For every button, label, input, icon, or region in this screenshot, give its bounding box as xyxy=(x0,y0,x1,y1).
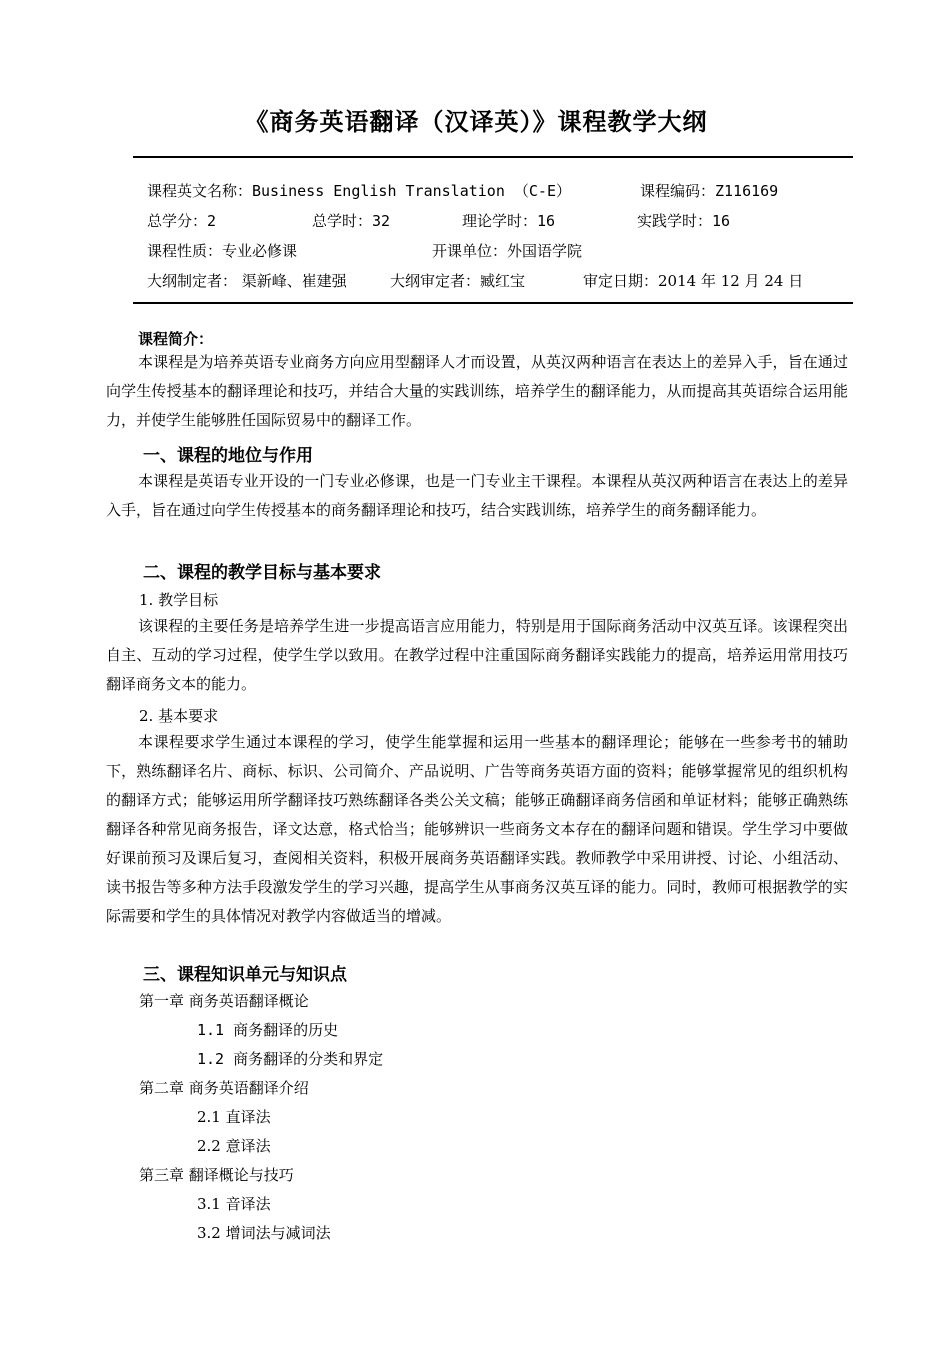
top-rule xyxy=(133,156,853,158)
chapter-1: 第一章 商务英语翻译概论 xyxy=(139,992,309,1010)
syllabus-reviewer: 大纲审定者：臧红宝 xyxy=(390,272,526,290)
bottom-rule xyxy=(133,302,853,304)
theory-hours: 理论学时：16 xyxy=(462,212,556,230)
section2-heading: 二、课程的教学目标与基本要求 xyxy=(143,563,381,583)
section1-heading: 一、课程的地位与作用 xyxy=(143,446,313,466)
item-3-1: 3.1 音译法 xyxy=(197,1195,271,1213)
total-hours: 总学时：32 xyxy=(312,212,391,230)
course-code: 课程编码：Z116169 xyxy=(640,182,779,200)
item-2-2: 2.2 意译法 xyxy=(197,1137,271,1155)
offering-unit: 开课单位：外国语学院 xyxy=(432,242,583,260)
english-name: 课程英文名称：Business English Translation （C-E） xyxy=(147,182,571,200)
intro-heading: 课程简介： xyxy=(138,330,214,348)
course-nature: 课程性质：专业必修课 xyxy=(147,242,298,260)
item-1-1: 1.1 商务翻译的历史 xyxy=(197,1021,339,1039)
item-1-2: 1.2 商务翻译的分类和界定 xyxy=(197,1050,384,1068)
intro-paragraph: 本课程是为培养英语专业商务方向应用型翻译人才而设置，从英汉两种语言在表达上的差异入手，旨在通过向学生传授基本的翻译理论和技巧，并结合大量的实践训练，培养学生的翻译能力，从而提高其英语综合运用能力，并使学生能够胜任国际贸易中的翻译工作。 xyxy=(106,353,848,429)
chapter-3: 第三章 翻译概论与技巧 xyxy=(139,1166,294,1184)
document-title: 《商务英语翻译（汉译英）》课程教学大纲 xyxy=(244,108,708,136)
section3-heading: 三、课程知识单元与知识点 xyxy=(143,965,347,985)
review-date: 审定日期：2014 年 12 月 24 日 xyxy=(583,272,804,290)
item-3-2: 3.2 增词法与减词法 xyxy=(197,1224,331,1242)
syllabus-drafter: 大纲制定者： 渠新峰、崔建强 xyxy=(147,272,347,290)
item-2-1: 2.1 直译法 xyxy=(197,1108,271,1126)
teaching-goal-subheading: 1. 教学目标 xyxy=(139,591,219,609)
total-credits: 总学分：2 xyxy=(147,212,217,230)
section1-paragraph: 本课程是英语专业开设的一门专业必修课，也是一门专业主干课程。本课程从英汉两种语言在表达上的差异入手，旨在通过向学生传授基本的商务翻译理论和技巧，结合实践训练，培养学生的商务翻译能力。 xyxy=(106,472,848,519)
basic-requirements-subheading: 2. 基本要求 xyxy=(139,707,219,725)
teaching-goal-paragraph: 该课程的主要任务是培养学生进一步提高语言应用能力，特别是用于国际商务活动中汉英互译。该课程突出自主、互动的学习过程，使学生学以致用。在教学过程中注重国际商务翻译实践能力的提高，培养运用常用技巧翻译商务文本的能力。 xyxy=(106,617,848,693)
practice-hours: 实践学时：16 xyxy=(637,212,731,230)
basic-requirements-paragraph: 本课程要求学生通过本课程的学习，使学生能掌握和运用一些基本的翻译理论；能够在一些参考书的辅助下，熟练翻译名片、商标、标识、公司简介、产品说明、广告等商务英语方面的资料；能够掌握常见的组织机构的翻译方式；能够运用所学翻译技巧熟练翻译各类公关文稿；能够正确翻译商务信函和单证材料；能够正确熟练翻译各种常见商务报告，译文达意，格式恰当；能够辨识一些商务文本存在的翻译问题和错误。学生学习中要做好课前预习及课后复习，查阅相关资料，积极开展商务英语翻译实践。教师教学中采用讲授、讨论、小组活动、读书报告等多种方法手段激发学生的学习兴趣，提高学生从事商务汉英互译的能力。同时，教师可根据教学的实际需要和学生的具体情况对教学内容做适当的增减。 xyxy=(106,733,848,925)
chapter-2: 第二章 商务英语翻译介绍 xyxy=(139,1079,309,1097)
